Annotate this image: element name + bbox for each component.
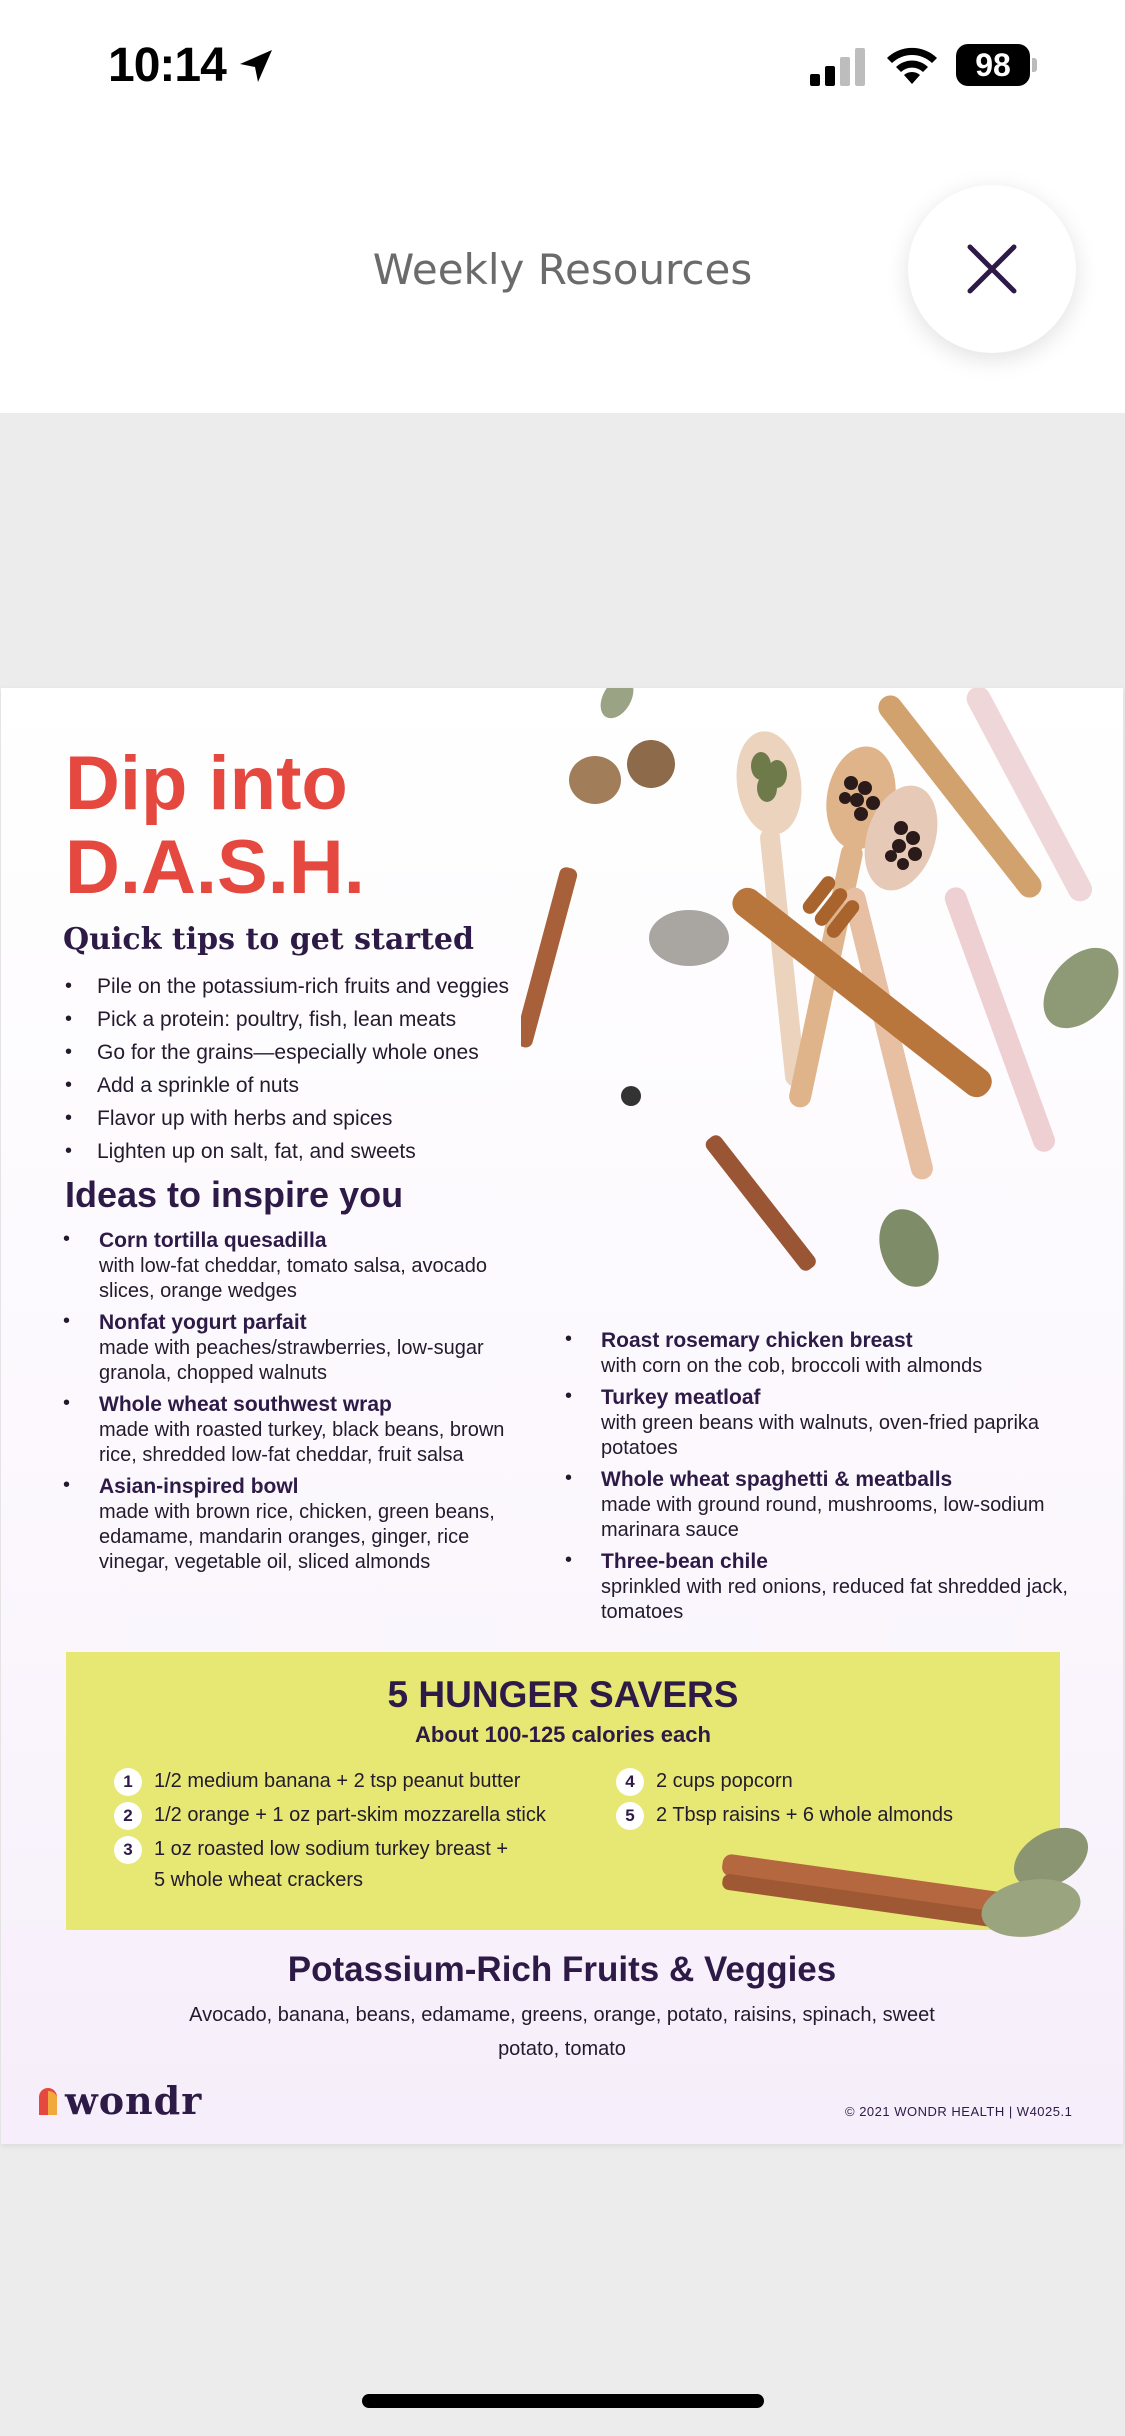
wondr-logo-text: wondr bbox=[65, 2078, 203, 2123]
idea-name: • Asian-inspired bowl bbox=[99, 1475, 299, 1498]
wifi-icon bbox=[884, 44, 940, 86]
idea-name: • Corn tortilla quesadilla bbox=[99, 1229, 327, 1252]
title-line-1: Dip into bbox=[65, 741, 348, 826]
idea-item bbox=[61, 1228, 541, 1304]
status-time: 10:14 bbox=[108, 39, 226, 92]
idea-desc: with green beans with walnuts, oven-fried paprika potatoes bbox=[601, 1412, 1040, 1459]
ideas-heading: Ideas to inspire you bbox=[65, 1174, 404, 1215]
idea-desc: made with ground round, mushrooms, low-sodium marinara sauce bbox=[601, 1494, 1045, 1541]
idea-desc: with low-fat cheddar, tomato salsa, avocado slices, orange wedges bbox=[99, 1255, 487, 1302]
ideas-list-right bbox=[563, 1328, 1083, 1631]
hunger-title: 5 HUNGER SAVERS bbox=[387, 1674, 739, 1715]
close-icon bbox=[964, 241, 1020, 297]
idea-name: • Turkey meatloaf bbox=[601, 1386, 761, 1409]
home-indicator[interactable] bbox=[362, 2394, 764, 2408]
idea-item bbox=[563, 1328, 1083, 1379]
title-line-2: D.A.S.H. bbox=[65, 825, 365, 910]
idea-name: • Three-bean chile bbox=[601, 1550, 768, 1573]
idea-desc: made with roasted turkey, black beans, brown rice, shredded low-fat cheddar, fruit salsa bbox=[99, 1419, 505, 1466]
resource-document[interactable] bbox=[1, 688, 1123, 2144]
saver-number: 1 bbox=[114, 1768, 142, 1796]
saver-text: 1/2 orange + 1 oz part-skim mozzarella stick bbox=[154, 1804, 546, 1827]
battery-cap bbox=[1032, 58, 1037, 72]
battery-level: 98 bbox=[956, 44, 1030, 86]
potassium-title: Potassium-Rich Fruits & Veggies bbox=[287, 1950, 837, 1989]
idea-name: • Whole wheat spaghetti & meatballs bbox=[601, 1468, 953, 1491]
saver-text: 2 cups popcorn bbox=[656, 1770, 793, 1793]
idea-desc: made with peaches/strawberries, low-sugar granola, chopped walnuts bbox=[99, 1337, 484, 1384]
saver-text: 1/2 medium banana + 2 tsp peanut butter bbox=[154, 1770, 521, 1793]
saver-number: 4 bbox=[616, 1768, 644, 1796]
spices-illustration bbox=[521, 688, 1123, 1308]
close-button[interactable] bbox=[908, 185, 1076, 353]
battery-indicator bbox=[956, 44, 1036, 86]
tips-list bbox=[63, 970, 509, 1168]
status-bar bbox=[0, 0, 1125, 130]
signal-icon bbox=[808, 46, 868, 86]
idea-name: • Roast rosemary chicken breast bbox=[601, 1329, 913, 1352]
location-arrow-icon bbox=[236, 46, 276, 86]
wondr-logo bbox=[37, 2078, 202, 2123]
tip-item: • Pick a protein: poultry, fish, lean meats bbox=[63, 1003, 509, 1036]
tip-item: • Go for the grains—especially whole ones bbox=[63, 1036, 509, 1069]
document-title bbox=[65, 742, 365, 910]
saver-number: 5 bbox=[616, 1802, 644, 1830]
wondr-logo-mark bbox=[37, 2085, 59, 2117]
idea-desc: sprinkled with red onions, reduced fat shredded jack, tomatoes bbox=[601, 1576, 1068, 1623]
idea-item bbox=[563, 1467, 1083, 1543]
tip-item: • Lighten up on salt, fat, and sweets bbox=[63, 1135, 509, 1168]
idea-desc: made with brown rice, chicken, green beans, edamame, mandarin oranges, ginger, rice vinegar, vegetable oil, sliced almonds bbox=[99, 1501, 495, 1573]
tip-item: • Add a sprinkle of nuts bbox=[63, 1069, 509, 1102]
tip-item: • Pile on the potassium-rich fruits and veggies bbox=[63, 970, 509, 1003]
saver-item bbox=[114, 1766, 520, 1797]
potassium-text: Avocado, banana, beans, edamame, greens, orange, potato, raisins, spinach, sweet potato, tomato bbox=[189, 2004, 935, 2060]
idea-desc: with corn on the cob, broccoli with almonds bbox=[601, 1355, 983, 1377]
saver-text: 2 Tbsp raisins + 6 whole almonds bbox=[656, 1804, 954, 1827]
saver-text-line-2: 5 whole wheat crackers bbox=[154, 1869, 363, 1892]
idea-item bbox=[563, 1549, 1083, 1625]
idea-item bbox=[61, 1310, 541, 1386]
copyright: © 2021 WONDR HEALTH | W4025.1 bbox=[845, 2104, 1073, 2119]
saver-text: 1 oz roasted low sodium turkey breast + bbox=[154, 1838, 509, 1861]
idea-name: • Whole wheat southwest wrap bbox=[99, 1393, 392, 1416]
idea-item bbox=[61, 1474, 541, 1575]
saver-item bbox=[114, 1800, 546, 1831]
tips-heading: Quick tips to get started bbox=[63, 922, 474, 957]
header bbox=[0, 130, 1125, 413]
ideas-list-left bbox=[61, 1228, 541, 1581]
tip-item: • Flavor up with herbs and spices bbox=[63, 1102, 509, 1135]
hunger-subtitle: About 100-125 calories each bbox=[415, 1722, 711, 1747]
saver-item bbox=[114, 1834, 508, 1896]
idea-name: • Nonfat yogurt parfait bbox=[99, 1311, 307, 1334]
idea-item bbox=[61, 1392, 541, 1468]
saver-number: 3 bbox=[114, 1836, 142, 1864]
page-title: Weekly Resources bbox=[372, 245, 753, 294]
saver-item bbox=[616, 1766, 793, 1797]
saver-number: 2 bbox=[114, 1802, 142, 1830]
idea-item bbox=[563, 1385, 1083, 1461]
